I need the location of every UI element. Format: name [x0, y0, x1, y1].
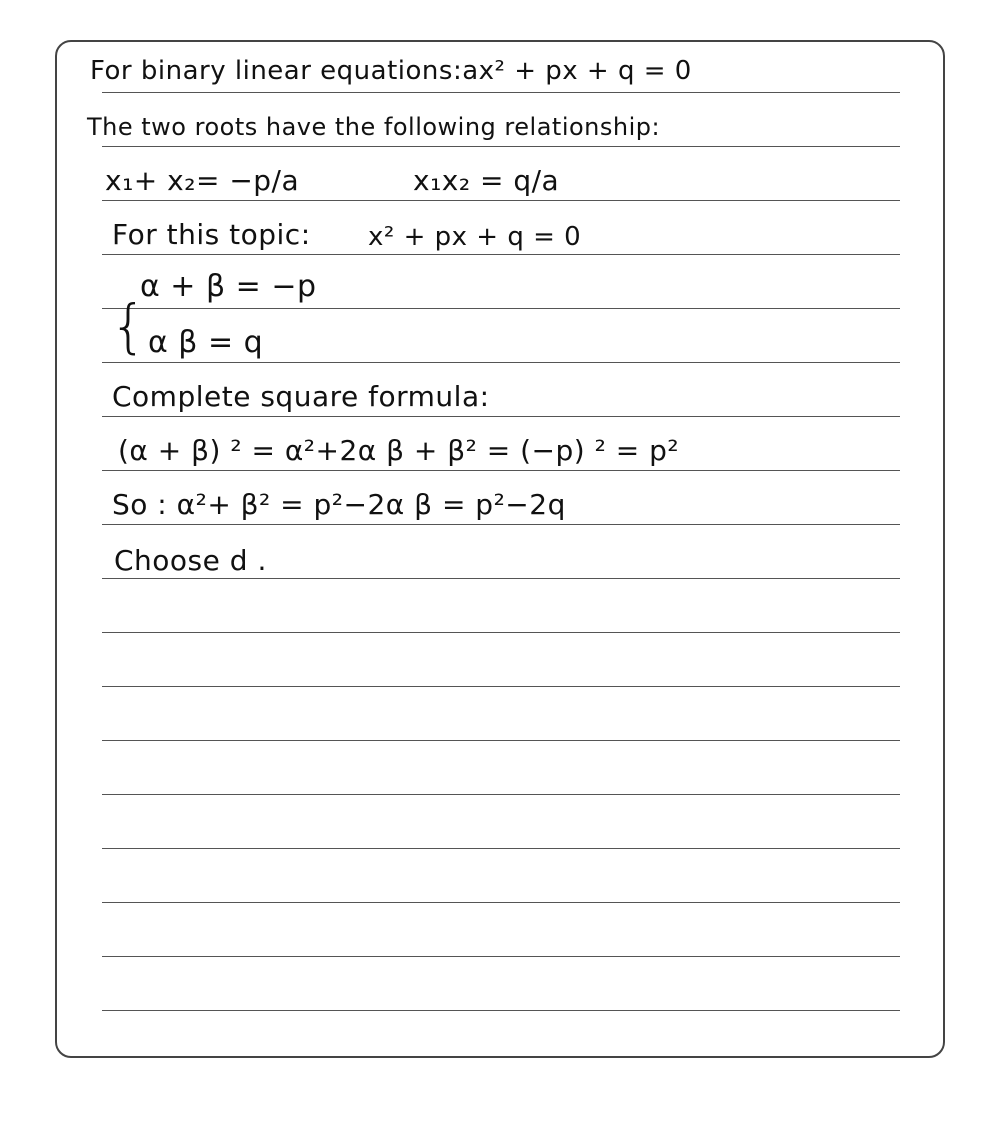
- ruled-line: [102, 254, 900, 255]
- ruled-line: [102, 416, 900, 417]
- ruled-line: [102, 578, 900, 579]
- ruled-line: [102, 308, 900, 309]
- ruled-line: [102, 740, 900, 741]
- text-line-1: For binary linear equations:ax² + px + q = 0: [90, 56, 692, 86]
- text-line-4a: For this topic:: [112, 218, 311, 251]
- text-line-3a: x₁+ x₂= −p/a: [105, 164, 300, 197]
- ruled-line: [102, 902, 900, 903]
- ruled-line: [102, 92, 900, 93]
- text-line-3b: x₁x₂ = q/a: [413, 164, 560, 197]
- text-line-4b: x² + px + q = 0: [368, 222, 582, 252]
- text-line-7: Complete square formula:: [112, 380, 490, 413]
- ruled-line: [102, 632, 900, 633]
- ruled-line: [102, 470, 900, 471]
- text-line-6: α β = q: [148, 325, 264, 360]
- text-line-2: The two roots have the following relationship:: [87, 113, 661, 141]
- ruled-line: [102, 362, 900, 363]
- ruled-line: [102, 794, 900, 795]
- brace-symbol: {: [110, 292, 147, 360]
- ruled-line: [102, 848, 900, 849]
- text-line-9: So : α²+ β² = p²−2α β = p²−2q: [112, 488, 566, 521]
- ruled-line: [102, 686, 900, 687]
- text-line-8: (α + β) ² = α²+2α β + β² = (−p) ² = p²: [118, 434, 680, 467]
- text-line-10: Choose d .: [114, 544, 267, 577]
- ruled-line: [102, 1010, 900, 1011]
- ruled-line: [102, 956, 900, 957]
- text-line-5: α + β = −p: [140, 269, 317, 304]
- ruled-line: [102, 524, 900, 525]
- ruled-line: [102, 200, 900, 201]
- ruled-line: [102, 146, 900, 147]
